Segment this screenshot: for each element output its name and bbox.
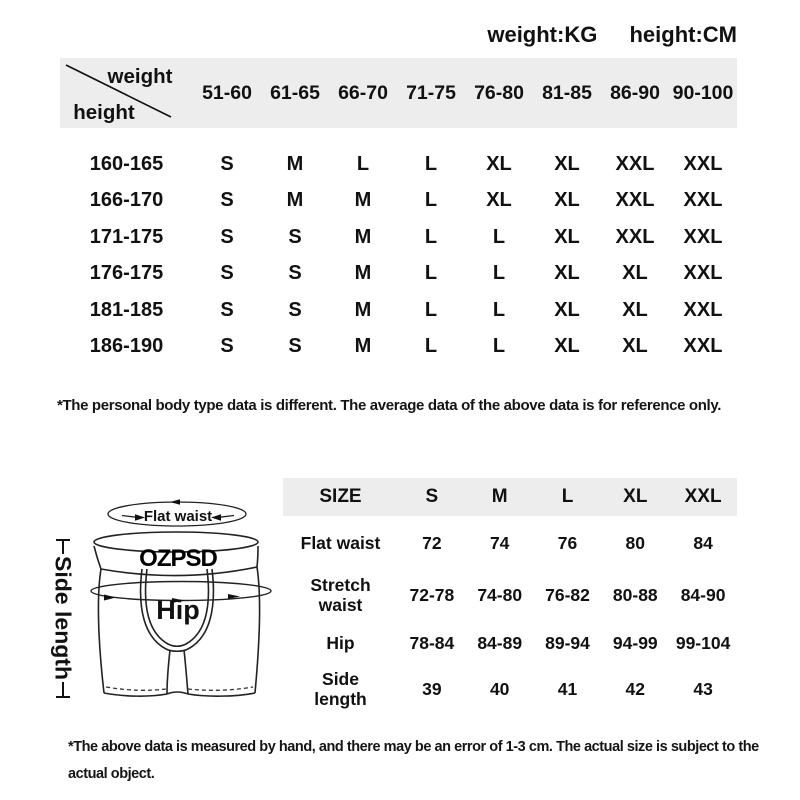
measure-value: 74 [489, 532, 510, 553]
size-cell: L [424, 262, 438, 285]
side-length-label: Side length [50, 556, 76, 675]
hip-label: Hip [156, 595, 200, 625]
measurement-table [283, 478, 737, 712]
size-cell: XXL [683, 225, 723, 248]
measure-row-label: Flat waist [300, 532, 381, 553]
measure-row-label: Hip [326, 632, 355, 653]
size-cell: M [286, 189, 304, 212]
top-disclaimer: *The personal body type data is different. The average data of the above data is for reference only. [57, 397, 722, 414]
measure-column-header: XL [623, 486, 648, 507]
size-cell: M [286, 152, 304, 175]
height-range-cell: 160-165 [89, 152, 164, 175]
size-cell: M [354, 225, 372, 248]
height-range-cell: 181-185 [89, 298, 164, 321]
size-cell: S [220, 298, 234, 321]
size-cell: S [220, 152, 234, 175]
size-cell: XL [554, 298, 580, 321]
shorts-outline [98, 567, 259, 696]
measure-value: 89-94 [545, 632, 590, 653]
size-matrix-body [60, 128, 737, 365]
size-cell: XXL [683, 335, 723, 358]
measure-column-header: S [425, 486, 439, 507]
size-cell: L [356, 152, 370, 175]
size-cell: XL [554, 225, 580, 248]
weight-column-header: 76-80 [474, 81, 524, 104]
size-cell: XXL [683, 189, 723, 212]
measure-value: 94-99 [612, 632, 658, 653]
size-cell: XL [622, 262, 648, 285]
size-cell: XXL [683, 262, 723, 285]
measure-value: 76 [557, 532, 578, 553]
size-cell: L [424, 189, 438, 212]
size-cell: L [492, 335, 506, 358]
height-range-cell: 171-175 [89, 225, 164, 248]
size-cell: XL [554, 152, 580, 175]
measure-value: 84-89 [477, 632, 523, 653]
measure-value: 43 [693, 678, 713, 699]
measure-value: 76-82 [545, 584, 590, 605]
weight-column-header: 66-70 [338, 81, 388, 104]
size-cell: L [424, 298, 438, 321]
size-cell: XL [554, 335, 580, 358]
corner-height-label: height [73, 101, 135, 124]
size-matrix-header-row [60, 58, 737, 128]
size-cell: S [220, 225, 234, 248]
measure-value: 40 [489, 678, 510, 699]
size-cell: L [492, 298, 506, 321]
measure-value: 72 [422, 532, 442, 553]
height-range-cell: 186-190 [89, 335, 164, 358]
height-range-cell: 166-170 [89, 189, 164, 212]
brand-logo: OZPSD [139, 545, 217, 572]
units-note [0, 22, 737, 48]
measure-value: 72-78 [409, 584, 455, 605]
size-cell: M [354, 262, 372, 285]
measure-value: 84 [693, 532, 713, 553]
size-cell: M [354, 298, 372, 321]
size-cell: XXL [615, 225, 655, 248]
size-cell: XL [622, 298, 648, 321]
weight-unit-label: weight:KG [487, 22, 598, 47]
size-cell: L [424, 152, 438, 175]
bottom-disclaimer: *The above data is measured by hand, and there may be an error of 1-3 cm. The actual size is subject to the actual object. [68, 739, 759, 782]
hem-stitch-lines [106, 687, 253, 690]
measure-value: 42 [625, 678, 646, 699]
size-cell: S [288, 262, 302, 285]
weight-column-header: 71-75 [406, 81, 456, 104]
measure-column-header: SIZE [319, 486, 362, 507]
height-unit-label: height:CM [629, 22, 737, 47]
weight-column-header: 90-100 [672, 81, 734, 104]
size-cell: S [220, 262, 234, 285]
size-cell: L [424, 225, 438, 248]
flat-waist-label: Flat waist [143, 508, 213, 525]
size-cell: M [354, 335, 372, 358]
size-cell: XL [554, 262, 580, 285]
size-cell: XXL [683, 152, 723, 175]
measure-value: 74-80 [477, 584, 523, 605]
size-cell: S [288, 225, 302, 248]
size-cell: XXL [683, 298, 723, 321]
size-cell: S [220, 335, 234, 358]
height-weight-size-table [60, 58, 737, 365]
measurement-table-header-row [283, 478, 737, 516]
measure-value: 39 [422, 678, 442, 699]
measure-row-label: Side length [314, 668, 367, 709]
size-cell: M [354, 189, 372, 212]
measure-value: 80 [625, 532, 646, 553]
measure-column-header: XXL [684, 486, 722, 507]
weight-column-header: 51-60 [202, 81, 252, 104]
measure-value: 41 [557, 678, 578, 699]
weight-column-header: 81-85 [542, 81, 592, 104]
measure-column-header: L [561, 486, 574, 507]
size-cell: XL [622, 335, 648, 358]
weight-column-header: 86-90 [610, 81, 660, 104]
size-cell: XXL [615, 189, 655, 212]
measurement-table-body [283, 516, 737, 712]
measure-value: 99-104 [675, 632, 731, 653]
size-cell: S [288, 335, 302, 358]
size-cell: L [492, 262, 506, 285]
size-cell: XL [554, 189, 580, 212]
size-cell: S [288, 298, 302, 321]
measure-value: 84-90 [680, 584, 726, 605]
size-cell: XL [486, 152, 512, 175]
measure-value: 78-84 [409, 632, 455, 653]
size-cell: L [424, 335, 438, 358]
corner-weight-label: weight [107, 65, 173, 88]
weight-column-header: 61-65 [270, 81, 320, 104]
size-cell: L [492, 225, 506, 248]
boxer-diagram [40, 488, 285, 728]
measure-value: 80-88 [612, 584, 658, 605]
size-cell: S [220, 189, 234, 212]
size-cell: XXL [615, 152, 655, 175]
size-cell: XL [486, 189, 512, 212]
height-range-cell: 176-175 [89, 262, 164, 285]
corner-cell [60, 58, 193, 128]
measure-column-header: M [491, 486, 508, 507]
measure-row-label: Stretch waist [310, 574, 371, 615]
